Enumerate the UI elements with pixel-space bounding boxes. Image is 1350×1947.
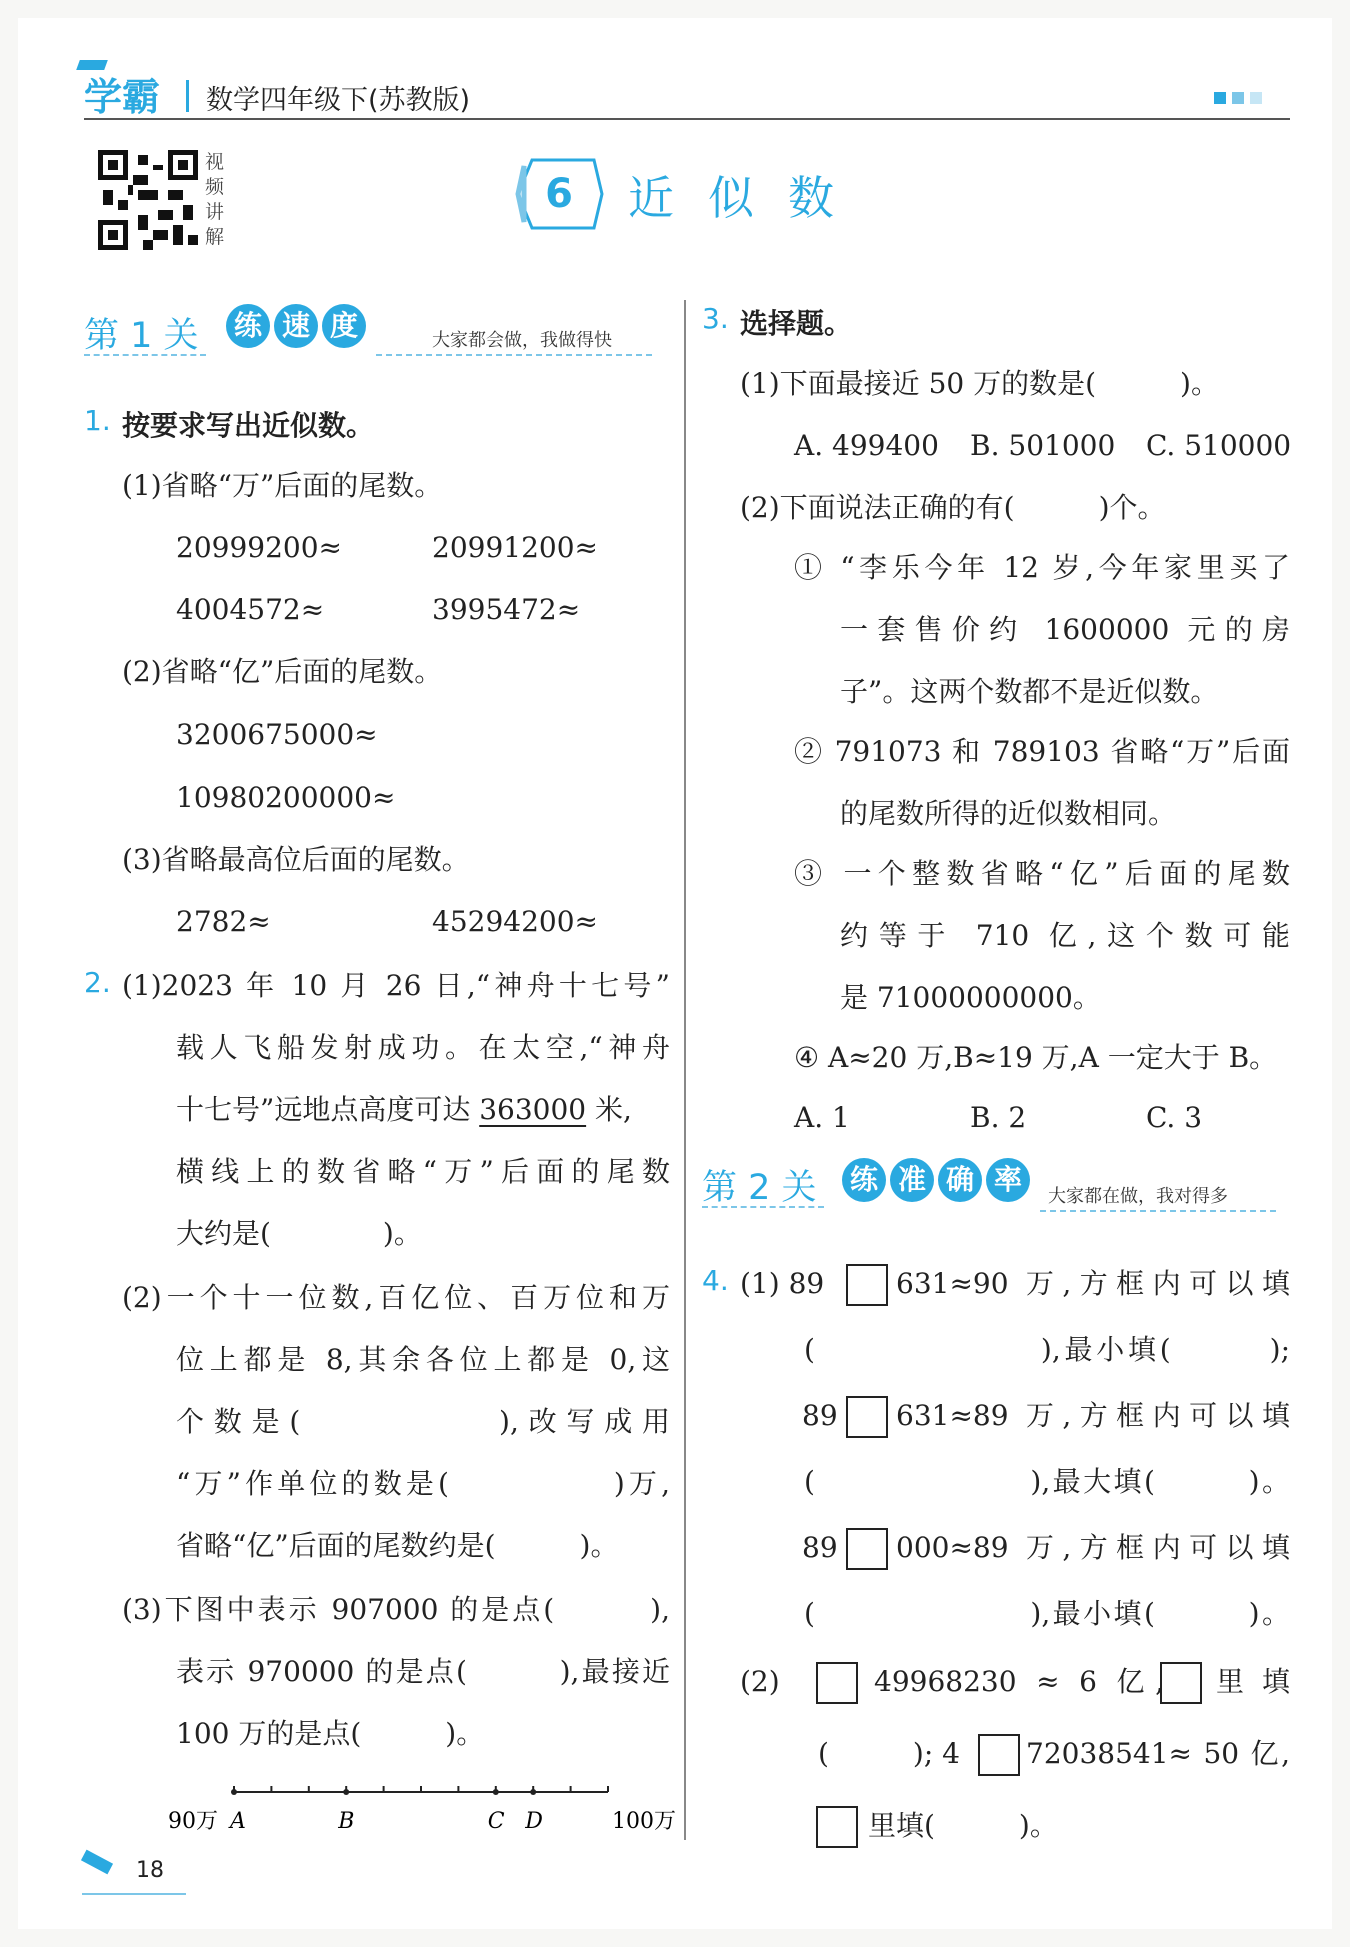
section1-note-rule (376, 354, 652, 356)
q3-option[interactable]: B. 2 (970, 1101, 1027, 1134)
header-rule (84, 118, 1290, 120)
header-square-icon (1232, 92, 1244, 104)
q4-answer-line[interactable]: 里填( )。 (868, 1809, 1058, 1842)
digit-box[interactable] (816, 1806, 858, 1848)
number-line-left-label: 90万 (168, 1809, 218, 1834)
q2-part2-line[interactable]: 省略“亿”后面的尾数约是( )。 (176, 1529, 619, 1562)
q2-part1-line: 载人飞船发射成功。在太空,“神舟 (176, 1031, 670, 1064)
q3-statement: 的尾数所得的近似数相同。 (840, 797, 1177, 830)
q3-part1[interactable]: (1)下面最接近 50 万的数是( )。 (740, 367, 1219, 400)
q1-part1: (1)省略“万”后面的尾数。 (122, 469, 443, 502)
q2-underlined-number: 363000 (479, 1093, 587, 1126)
q3-statement: ③ 一个整数省略“亿”后面的尾数 (794, 857, 1290, 890)
digit-box[interactable] (846, 1396, 888, 1438)
digit-box-square[interactable] (978, 1734, 1020, 1776)
digit-box-square[interactable] (1160, 1662, 1202, 1704)
header-square-icon (1214, 92, 1226, 104)
digit-box[interactable] (1160, 1662, 1202, 1704)
q3-statement: 约等于 710 亿,这个数可能 (840, 919, 1290, 952)
number-line-point-label: C (487, 1809, 505, 1834)
section2-bubble: 练 (842, 1158, 886, 1202)
section2-underline (702, 1206, 824, 1208)
q1-title: 按要求写出近似数。 (122, 409, 375, 442)
section2-bubble: 确 (938, 1158, 982, 1202)
brand-logo: 学霸 (84, 75, 161, 119)
footer-rule (82, 1893, 186, 1895)
q2-number: 2. (84, 966, 111, 999)
q4-line: 000≈89 万,方框内可以填 (896, 1531, 1290, 1564)
q4-line: 89 (802, 1531, 838, 1564)
digit-box-square[interactable] (846, 1528, 888, 1570)
section2-label: 第 2 关 (702, 1168, 817, 1208)
qr-label (205, 150, 231, 250)
q3-statement: 子”。这两个数都不是近似数。 (840, 675, 1219, 708)
digit-box[interactable] (846, 1264, 888, 1306)
q1-item: 3995472≈ (432, 593, 581, 626)
q2-part1-line: (1)2023 年 10 月 26 日,“神舟十七号” (122, 969, 670, 1002)
section1-bubble: 练 (226, 304, 270, 348)
section1-label: 第 1 关 (84, 316, 199, 356)
digit-box[interactable] (846, 1528, 888, 1570)
digit-box[interactable] (816, 1662, 858, 1704)
q4-answer-line[interactable]: ( ),最小填( ); (804, 1333, 1290, 1366)
chapter-title: 近似数 (628, 171, 868, 225)
qr-code-icon[interactable] (98, 150, 198, 250)
q1-item: 45294200≈ (432, 905, 598, 938)
q2-text: 米, (586, 1093, 632, 1126)
q3-part2[interactable]: (2)下面说法正确的有( )个。 (740, 491, 1166, 524)
q2-part1-answer[interactable]: 大约是( )。 (176, 1217, 422, 1250)
number-line-point-C (493, 1789, 499, 1795)
q1-item: 20999200≈ (176, 531, 342, 564)
q2-text: 十七号”远地点高度可达 (176, 1093, 480, 1126)
q1-item: 2782≈ (176, 905, 271, 938)
q1-item: 3200675000≈ (176, 718, 378, 751)
number-line-right-label: 100万 (612, 1809, 676, 1834)
digit-box-square[interactable] (846, 1264, 888, 1306)
section2-note-rule (1040, 1210, 1276, 1212)
q1-item: 20991200≈ (432, 531, 598, 564)
q2-part2-line[interactable]: 个数是( ),改写成用 (176, 1405, 670, 1438)
q4-line: 72038541≈ 50 亿, (1026, 1737, 1290, 1770)
number-line-figure (160, 1782, 680, 1846)
number-line-point-B (343, 1789, 349, 1795)
number-line-point-label: D (525, 1809, 543, 1834)
q1-part3: (3)省略最高位后面的尾数。 (122, 843, 470, 876)
section1-bubble: 度 (322, 304, 366, 348)
q2-part3-line[interactable]: (3)下图中表示 907000 的是点( ), (122, 1593, 670, 1626)
digit-box-square[interactable] (816, 1662, 858, 1704)
qr-label-char: 频 (205, 176, 225, 198)
q4-line: 631≈89 万,方框内可以填 (896, 1399, 1290, 1432)
page-number: 18 (136, 1858, 164, 1883)
header-square-icon (1250, 92, 1262, 104)
q4-answer-line[interactable]: ( ),最大填( )。 (804, 1465, 1290, 1498)
q4-line: (1) 89 (740, 1267, 825, 1300)
q1-number: 1. (84, 404, 111, 437)
q2-part3-line[interactable]: 表示 970000 的是点( ),最接近 (176, 1655, 670, 1688)
q4-line: 里 填 (1216, 1665, 1290, 1698)
section1-note: 大家都会做，我做得快 (432, 330, 612, 351)
q2-part2-line[interactable]: “万”作单位的数是( )万, (176, 1467, 670, 1500)
section2-bubble: 率 (986, 1158, 1030, 1202)
q4-answer-line[interactable]: ( ),最小填( )。 (804, 1597, 1290, 1630)
number-line-point-D (530, 1789, 536, 1795)
number-line-point-label: B (338, 1809, 355, 1834)
number-line-points (228, 1789, 543, 1834)
section2-note: 大家都在做，我对得多 (1048, 1186, 1228, 1207)
column-divider (684, 300, 686, 1840)
q3-statement: 一套售价约 1600000 元的房 (840, 613, 1290, 646)
chapter-number: 6 (545, 171, 573, 217)
digit-box-square[interactable] (846, 1396, 888, 1438)
digit-box[interactable] (978, 1734, 1020, 1776)
brand-divider (186, 80, 189, 112)
q3-option[interactable]: C. 3 (1146, 1101, 1203, 1134)
q4-answer-line[interactable]: ( ); 4 (818, 1737, 960, 1770)
q3-number: 3. (702, 302, 729, 335)
number-line-point-label: A (230, 1809, 246, 1834)
q4-line: (2) (740, 1665, 780, 1698)
q3-statement: ④ A≈20 万,B≈19 万,A 一定大于 B。 (794, 1041, 1278, 1074)
q3-statement: 是 71000000000。 (840, 981, 1101, 1014)
q4-line: 631≈90 万,方框内可以填 (896, 1267, 1290, 1300)
q3-title: 选择题。 (740, 307, 853, 340)
q2-part1-line (176, 1090, 632, 1130)
section1-bubble: 速 (274, 304, 318, 348)
q3-option[interactable]: A. 499400 (794, 429, 939, 462)
qr-label-char: 视 (205, 151, 225, 173)
q4-line: 49968230 ≈ 6 亿, (874, 1665, 1164, 1698)
q3-statement: ① “李乐今年 12 岁,今年家里买了 (794, 551, 1290, 584)
q1-item: 4004572≈ (176, 593, 325, 626)
q2-part1-line: 横线上的数省略“万”后面的尾数 (176, 1155, 670, 1188)
section2-bubble: 准 (890, 1158, 934, 1202)
q2-part2-line: (2)一个十一位数,百亿位、百万位和万 (122, 1281, 670, 1314)
number-line-point-A (231, 1789, 237, 1795)
chapter-number-badge (514, 156, 604, 232)
q1-item: 10980200000≈ (176, 781, 396, 814)
q4-number: 4. (702, 1264, 729, 1297)
q3-option[interactable]: C. 510000 (1146, 429, 1292, 462)
qr-label-char: 解 (205, 226, 225, 248)
section1-underline (84, 354, 206, 356)
q3-option[interactable]: A. 1 (794, 1101, 850, 1134)
q2-part3-line[interactable]: 100 万的是点( )。 (176, 1717, 485, 1750)
digit-box-square[interactable] (816, 1806, 858, 1848)
q2-part2-line: 位上都是 8,其余各位上都是 0,这 (176, 1343, 670, 1376)
q3-statement: ② 791073 和 789103 省略“万”后面 (794, 735, 1290, 768)
q3-option[interactable]: B. 501000 (970, 429, 1116, 462)
book-title: 数学四年级下(苏教版) (206, 85, 471, 116)
q4-line: 89 (802, 1399, 838, 1432)
q1-part2: (2)省略“亿”后面的尾数。 (122, 655, 443, 688)
qr-label-char: 讲 (205, 201, 225, 223)
